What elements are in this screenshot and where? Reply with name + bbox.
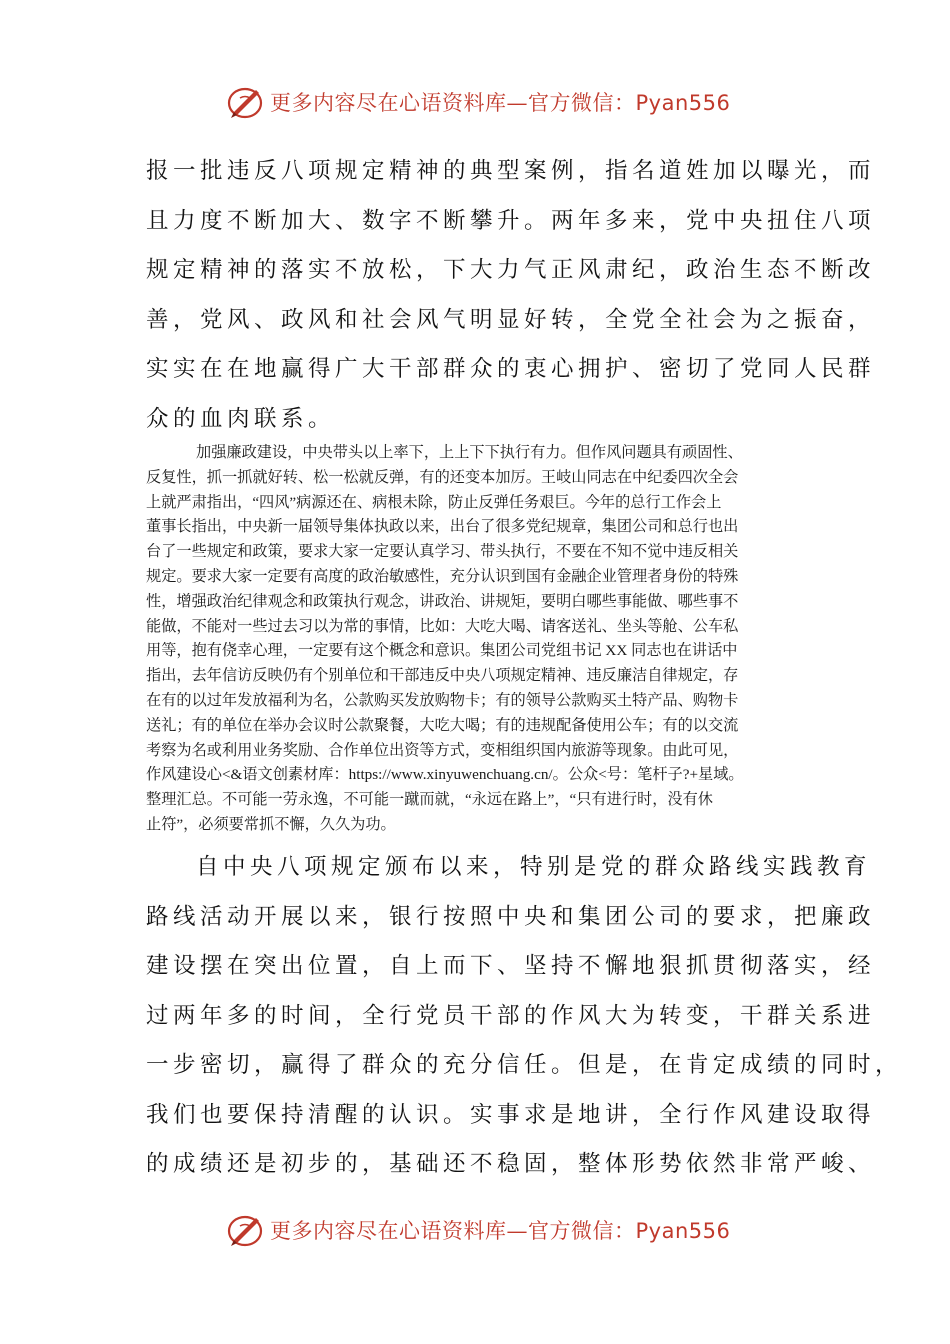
header-banner-text: 更多内容尽在心语资料库—官方微信：Pyan556 <box>270 91 731 115</box>
text-line: 自中央八项规定颁布以来，特别是党的群众路线实践教育 <box>196 854 872 880</box>
text-line: 规定。要求大家一定要有高度的政治敏感性，充分认识到国有金融企业管理者身份的特殊 <box>146 567 739 585</box>
text-line: 报一批违反八项规定精神的典型案例，指名道姓加以曝光，而 <box>146 158 876 184</box>
text-line: 路线活动开展以来，银行按照中央和集团公司的要求，把廉政 <box>146 903 876 930</box>
text-line: 我们也要保持清醒的认识。实事求是地讲，全行作风建设取得 <box>146 1101 876 1128</box>
footer-banner <box>226 1208 730 1252</box>
text-line: 善，党风、政风和社会风气明显好转，全党全社会为之振奋， <box>146 306 876 333</box>
text-line: 众的血肉联系。 <box>146 405 336 432</box>
pen-logo-icon <box>226 1210 266 1250</box>
pen-logo-icon <box>226 82 266 122</box>
text-line: 性，增强政治纪律观念和政策执行观念，讲政治、讲规矩，要明白哪些事能做、哪些事不 <box>146 592 739 610</box>
text-line: 实实在在地赢得广大干部群众的衷心拥护、密切了党同人民群 <box>146 356 876 382</box>
text-line: 反复性，抓一抓就好转、松一松就反弹，有的还变本加厉。王岐山同志在中纪委四次全会 <box>146 468 739 486</box>
text-line: 董事长指出，中央新一届领导集体执政以来，出台了很多党纪规章，集团公司和总行也出 <box>146 518 739 536</box>
text-line: 上就严肃指出，“四风”病源还在、病根未除，防止反弹任务艰巨。今年的总行工作会上 <box>146 493 722 511</box>
text-line: 止符”，必须要常抓不懈，久久为功。 <box>146 815 396 833</box>
text-line: 过两年多的时间，全行党员干部的作风大为转变，干群关系进 <box>146 1002 876 1029</box>
text-line: 在有的以过年发放福利为名，公款购买发放购物卡；有的领导公款购买土特产品、购物卡 <box>146 691 739 709</box>
text-line: 建设摆在突出位置，自上而下、坚持不懈地狠抓贯彻落实，经 <box>146 953 876 979</box>
paragraph-1 <box>146 147 876 444</box>
text-line: 考察为名或利用业务奖励、合作单位出资等方式，变相组织国内旅游等现象。由此可见， <box>146 741 739 759</box>
text-line: 一步密切，赢得了群众的充分信任。但是，在肯定成绩的同时， <box>146 1052 903 1078</box>
text-line: 且力度不断加大、数字不断攀升。两年多来，党中央扭住八项 <box>146 207 876 234</box>
text-line: 的成绩还是初步的，基础还不稳固，整体形势依然非常严峻、 <box>146 1151 876 1177</box>
footer-banner-text: 更多内容尽在心语资料库—官方微信：Pyan556 <box>270 1219 731 1243</box>
text-line: 整理汇总。不可能一劳永逸，不可能一蹴而就，“永远在路上”，“只有进行时，没有休 <box>146 791 713 809</box>
text-line: 用等，抱有侥幸心理，一定要有这个概念和意识。集团公司党组书记 XX 同志也在讲话中 <box>146 642 738 660</box>
text-line: 台了一些规定和政策，要求大家一定要认真学习、带头执行，不要在不知不觉中违反相关 <box>146 543 739 561</box>
paragraph-2 <box>146 441 814 838</box>
header-banner <box>226 80 730 124</box>
text-line: 规定精神的落实不放松，下大力气正风肃纪，政治生态不断改 <box>146 257 876 283</box>
text-line: 送礼；有的单位在举办会议时公款聚餐，大吃大喝；有的违规配备使用公车；有的以交流 <box>146 716 739 734</box>
text-line: 加强廉政建设，中央带头以上率下，上上下下执行有力。但作风问题具有顽固性、 <box>196 444 743 461</box>
text-line: 能做，不能对一些过去习以为常的事情，比如：大吃大喝、请客送礼、坐头等舱、公车私 <box>146 617 739 635</box>
text-line: 指出，去年信访反映仍有个别单位和干部违反中央八项规定精神、违反廉洁自律规定，存 <box>146 667 739 685</box>
text-line: 作风建设心<&语文创素材库：https://www.xinyuwenchuang.cn/。公众<号：笔杆子?+星域。 <box>146 766 744 784</box>
paragraph-3 <box>146 843 903 1190</box>
